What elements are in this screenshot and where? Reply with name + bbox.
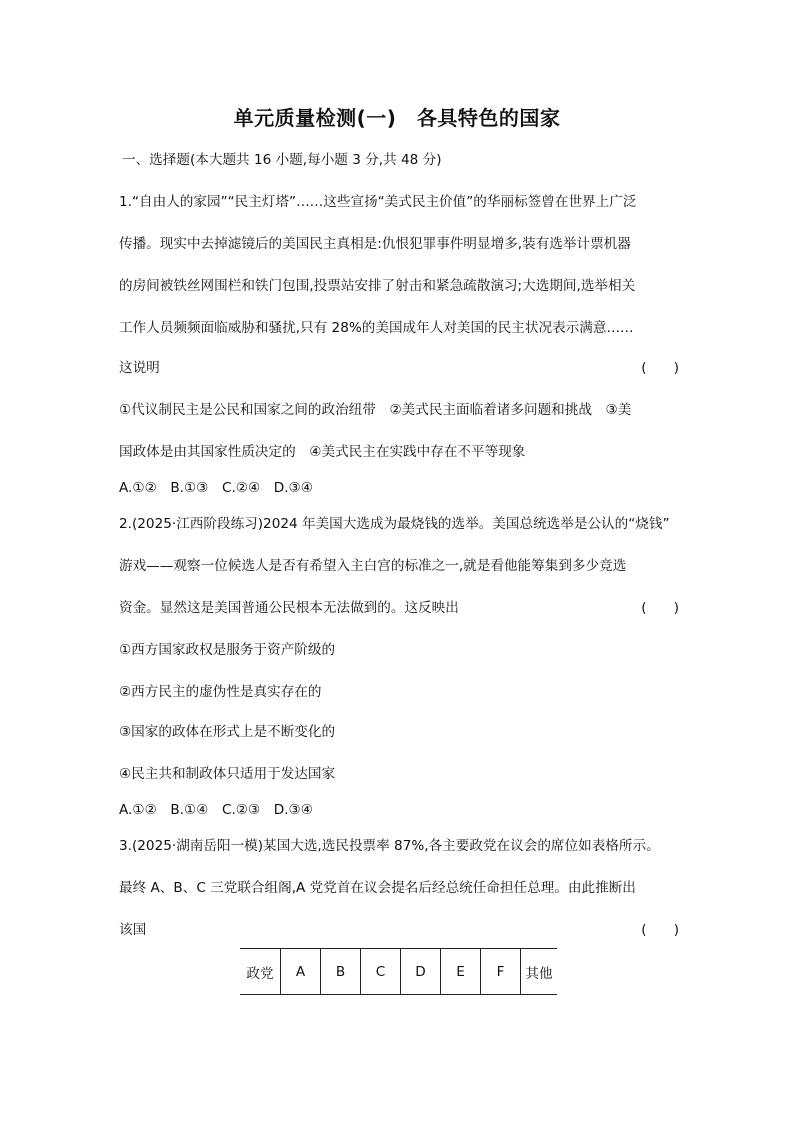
q1-answer-choices: A.①② B.①③ C.②④ D.③④ bbox=[119, 480, 313, 496]
section-heading: 一、选择题(本大题共 16 小题,每小题 3 分,共 48 分) bbox=[122, 152, 442, 168]
q3-stem-end bbox=[119, 920, 679, 940]
table-cell-party-header: 政党 bbox=[240, 949, 281, 995]
q1-line-2: 传播。现实中去掉滤镜后的美国民主真相是:仇恨犯罪事件明显增多,装有选举计票机器 bbox=[119, 236, 631, 252]
table-cell-party-c: C bbox=[361, 949, 401, 995]
q3-answer-blank: ( ) bbox=[641, 922, 679, 938]
q2-option-3: ③国家的政体在形式上是不断变化的 bbox=[119, 724, 336, 740]
table-cell-party-f: F bbox=[481, 949, 521, 995]
q1-line-4: 工作人员频频面临威胁和骚扰,只有 28%的美国成年人对美国的民主状况表示满意…… bbox=[119, 320, 634, 336]
q2-line-1: 2.(2025·江西阶段练习)2024 年美国大选成为最烧钱的选举。美国总统选举是公认的“烧钱” bbox=[119, 516, 670, 532]
party-seat-table bbox=[240, 948, 557, 995]
q2-stem-end bbox=[119, 598, 679, 618]
q1-option-line-2: 国政体是由其国家性质决定的 ④美式民主在实践中存在不平等现象 bbox=[119, 444, 526, 460]
q2-option-2: ②西方民主的虚伪性是真实存在的 bbox=[119, 684, 322, 700]
q3-line-3: 该国 bbox=[119, 922, 147, 938]
q2-option-4: ④民主共和制政体只适用于发达国家 bbox=[119, 766, 336, 782]
page-title: 单元质量检测(一) 各具特色的国家 bbox=[233, 106, 561, 130]
table-cell-party-a: A bbox=[281, 949, 321, 995]
q2-answer-choices: A.①② B.①④ C.②③ D.③④ bbox=[119, 802, 313, 818]
q1-option-line-1: ①代议制民主是公民和国家之间的政治纽带 ②美式民主面临着诸多问题和挑战 ③美 bbox=[119, 402, 632, 418]
q1-answer-blank: ( ) bbox=[641, 360, 679, 376]
table-row bbox=[240, 949, 557, 995]
q3-line-2: 最终 A、B、C 三党联合组阁,A 党党首在议会提名后经总统任命担任总理。由此推断出 bbox=[119, 880, 636, 896]
q2-answer-blank: ( ) bbox=[641, 600, 679, 616]
q2-line-2: 游戏——观察一位候选人是否有希望入主白宫的标准之一,就是看他能筹集到多少竞选 bbox=[119, 558, 627, 574]
q1-line-3: 的房间被铁丝网围栏和铁门包围,投票站安排了射击和紧急疏散演习;大选期间,选举相关 bbox=[119, 278, 636, 294]
q1-stem-end bbox=[119, 358, 679, 378]
q3-line-1: 3.(2025·湖南岳阳一模)某国大选,选民投票率 87%,各主要政党在议会的席位如表格所示。 bbox=[119, 838, 660, 854]
q1-line-5: 这说明 bbox=[119, 360, 160, 376]
table-cell-party-other: 其他 bbox=[521, 949, 558, 995]
table-cell-party-d: D bbox=[401, 949, 441, 995]
table-cell-party-e: E bbox=[441, 949, 481, 995]
q1-line-1: 1.“自由人的家园”“民主灯塔”……这些宣扬“美式民主价值”的华丽标签曾在世界上广泛 bbox=[119, 194, 637, 210]
q2-option-1: ①西方国家政权是服务于资产阶级的 bbox=[119, 642, 336, 658]
q2-line-3: 资金。显然这是美国普通公民根本无法做到的。这反映出 bbox=[119, 600, 459, 616]
table-cell-party-b: B bbox=[321, 949, 361, 995]
